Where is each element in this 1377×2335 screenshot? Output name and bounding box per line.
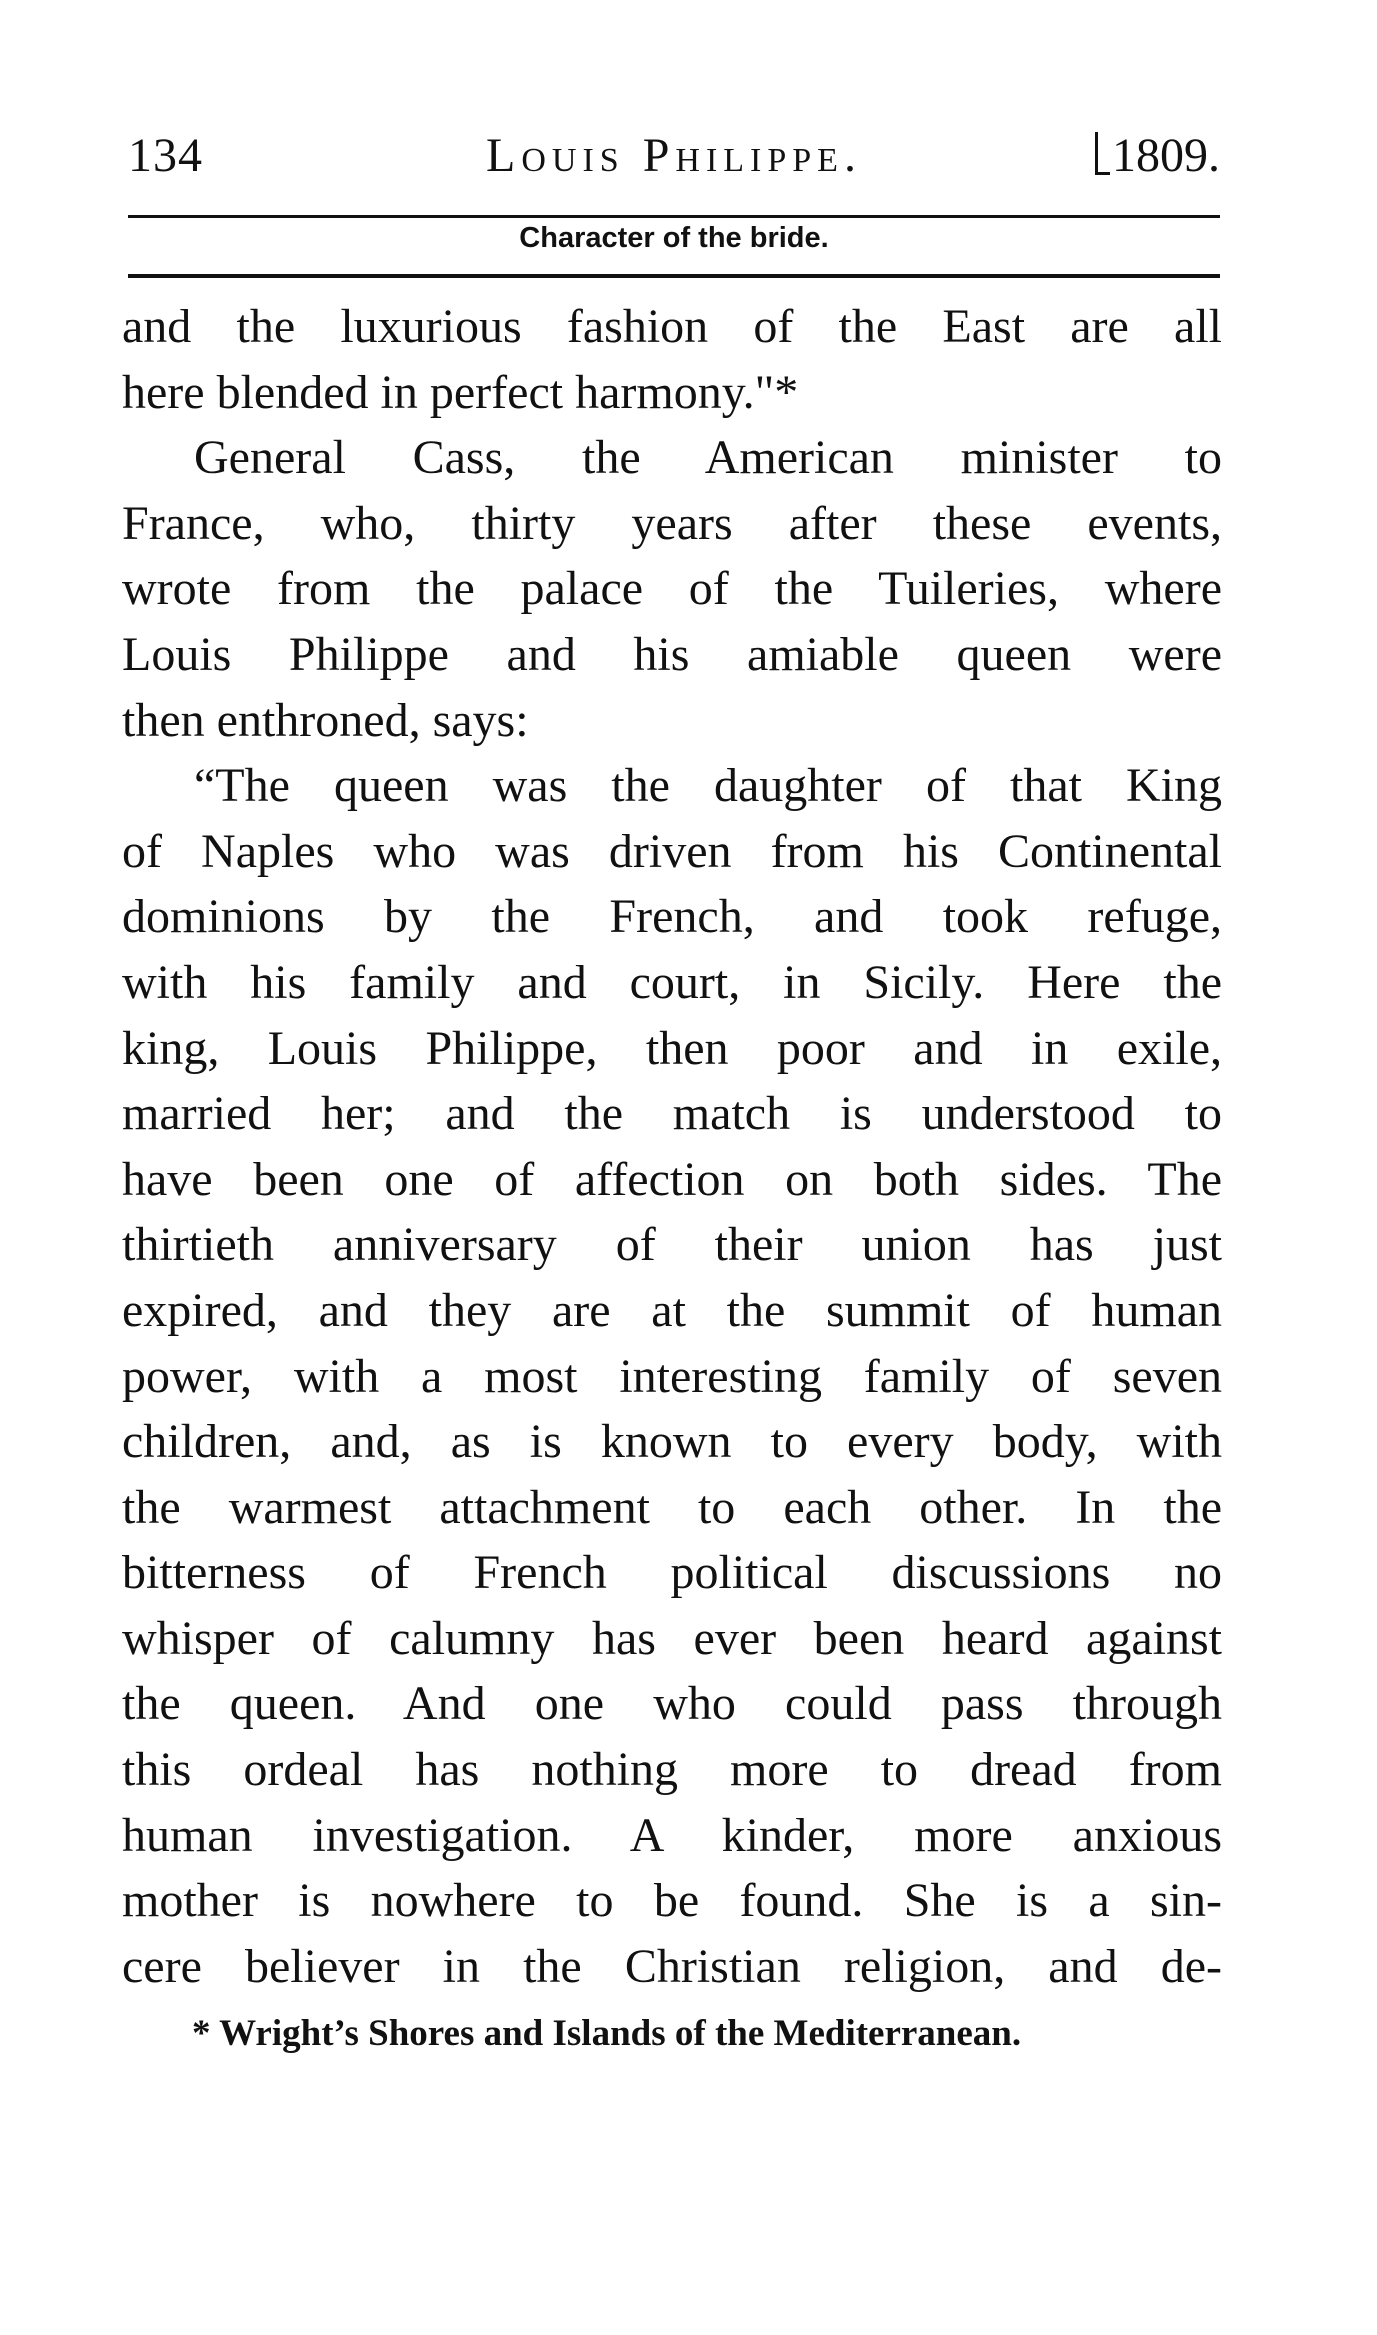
text-line: have been one of affection on both sides. The (122, 1152, 1222, 1206)
text-line: with his family and court, in Sicily. Here the (122, 955, 1222, 1009)
section-subheading: Character of the bride. (519, 222, 829, 254)
text-line: of Naples who was driven from his Continental (122, 824, 1222, 878)
text-line: mother is nowhere to be found. She is a sin- (122, 1874, 1222, 1928)
running-title: Louis Philippe. (486, 129, 862, 182)
text-line: expired, and they are at the summit of human (122, 1283, 1222, 1337)
text-line: then enthroned, says: (122, 693, 529, 747)
text-line: here blended in perfect harmony."* (122, 365, 799, 419)
text-line: king, Louis Philippe, then poor and in exile, (122, 1021, 1222, 1075)
text-line: the warmest attachment to each other. In the (122, 1480, 1222, 1534)
text-line: human investigation. A kinder, more anxious (122, 1808, 1222, 1862)
text-line: wrote from the palace of the Tuileries, where (122, 562, 1222, 616)
text-line: the queen. And one who could pass through (122, 1677, 1222, 1731)
text-line: whisper of calumny has ever been heard against (122, 1611, 1222, 1665)
bracket-mark (1095, 132, 1110, 175)
text-line: France, who, thirty years after these events, (122, 496, 1222, 550)
text-line: thirtieth anniversary of their union has just (122, 1218, 1222, 1272)
page-number: 134 (128, 129, 203, 182)
text-line: this ordeal has nothing more to dread from (122, 1743, 1222, 1797)
year-text: 1809. (1112, 129, 1220, 182)
header-rule-top (128, 215, 1220, 218)
running-header (128, 118, 1220, 188)
text-line: children, and, as is known to every body, with (122, 1415, 1222, 1469)
text-line: bitterness of French political discussions no (122, 1546, 1222, 1600)
text-line: General Cass, the American minister to (194, 431, 1222, 485)
text-line: and the luxurious fashion of the East are all (122, 300, 1222, 353)
body-text (122, 294, 1222, 1999)
footnote: * Wright’s Shores and Islands of the Mediterranean. (192, 2013, 1022, 2054)
text-line: Louis Philippe and his amiable queen were (122, 627, 1222, 681)
text-line: cere believer in the Christian religion, and de- (122, 1939, 1222, 1993)
text-line: married her; and the match is understood to (122, 1087, 1222, 1141)
text-line: “The queen was the daughter of that King (194, 759, 1222, 813)
text-line: dominions by the French, and took refuge, (122, 890, 1222, 944)
running-year (1095, 128, 1220, 183)
text-line: power, with a most interesting family of seven (122, 1349, 1222, 1403)
header-rule-bottom (128, 274, 1220, 278)
